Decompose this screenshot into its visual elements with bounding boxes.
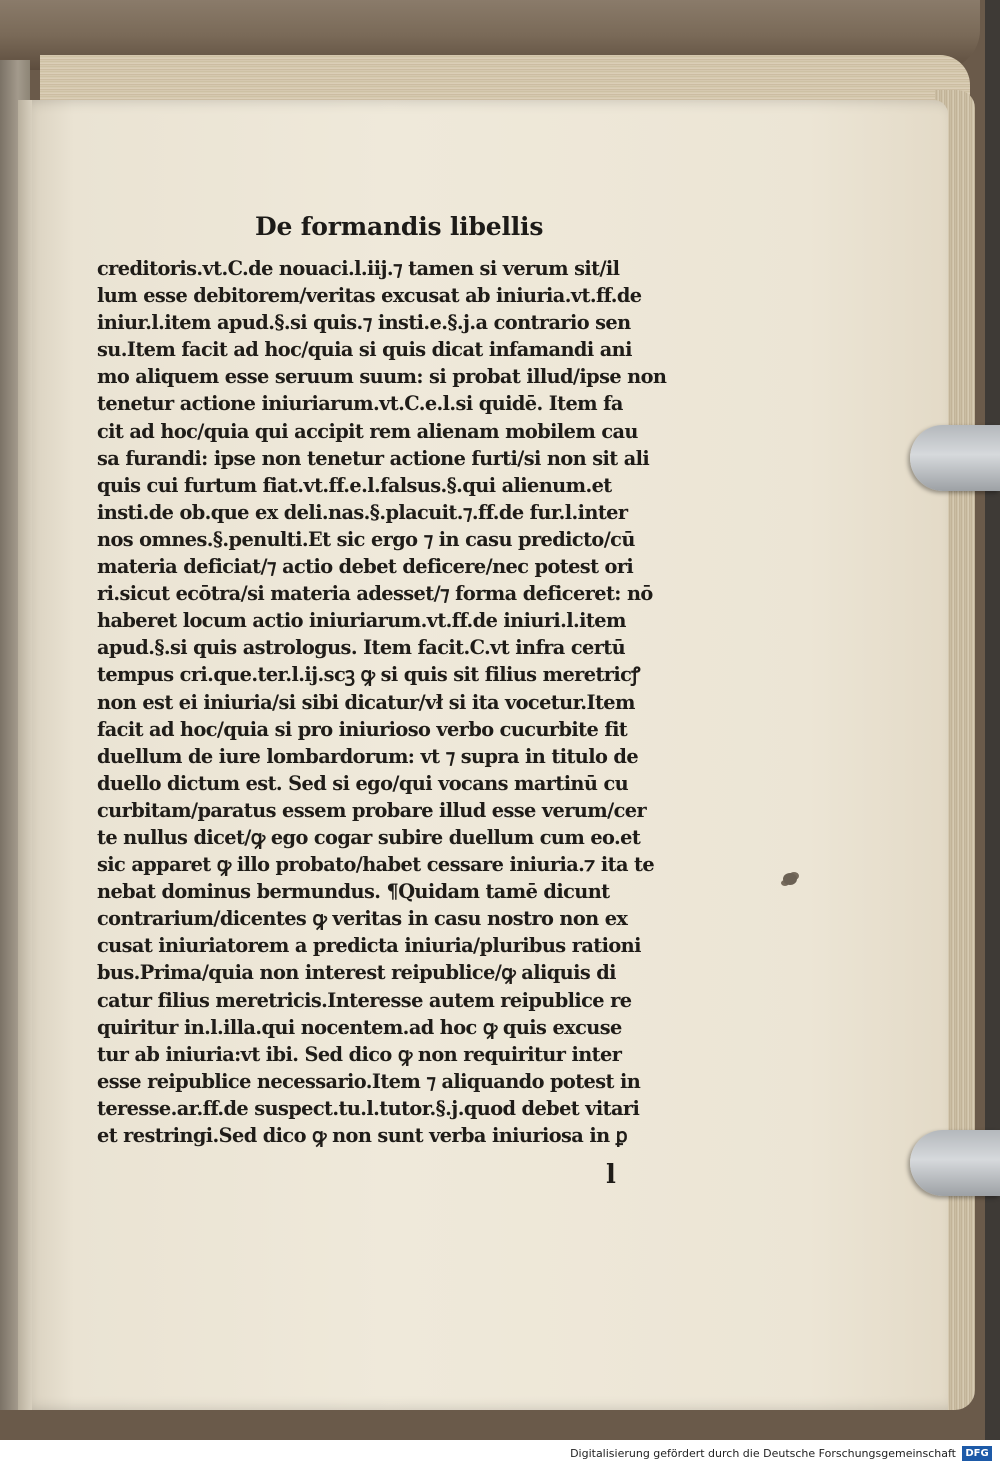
text-line: tempus cri.que.ter.l.ij.scꝫ ꝙ si quis sit filius meretricꝭ xyxy=(97,663,640,687)
book-clip-upper xyxy=(910,425,1000,491)
text-line: quiritur in.l.illa.qui nocentem.ad hoc ꝙ quis excuse xyxy=(97,1015,622,1039)
text-line: contrarium/dicentes ꝙ veritas in casu nostro non ex xyxy=(97,907,628,931)
footer-bar xyxy=(0,1440,1000,1469)
text-line: lum esse debitorem/veritas excusat ab iniuria.vt.ff.de xyxy=(97,284,642,308)
text-line: iniur.l.item apud.§.si quis.⁊ insti.e.§.j.a contrario sen xyxy=(97,311,631,335)
text-line: bus.Prima/quia non interest reipublice/ꝙ aliquis di xyxy=(97,961,616,985)
text-line: catur filius meretricis.Interesse autem reipublice re xyxy=(97,988,632,1012)
signature-mark: l xyxy=(606,1160,616,1190)
text-line: et restringi.Sed dico ꝙ non sunt verba iniuriosa in ꝑ xyxy=(97,1124,627,1147)
text-line: curbitam/paratus essem probare illud esse verum/cer xyxy=(97,798,647,822)
text-line: mo aliquem esse seruum suum: si probat illud/ipse non xyxy=(97,365,667,389)
text-line: nebat dominus bermundus. ¶Quidam tamē dicunt xyxy=(97,880,610,904)
text-line: cusat iniuriatorem a predicta iniuria/pluribus rationi xyxy=(97,934,641,958)
text-line: te nullus dicet/ꝙ ego cogar subire duellum cum eo.et xyxy=(97,825,641,849)
text-line: nos omnes.§.penulti.Et sic ergo ⁊ in casu predicto/cū xyxy=(97,527,635,551)
text-line: non est ei iniuria/si sibi dicatur/vł si ita vocetur.Item xyxy=(97,690,635,714)
page-heading: De formandis libellis xyxy=(255,212,544,241)
dfg-logo: DFG xyxy=(962,1446,992,1461)
text-line: facit ad hoc/quia si pro iniurioso verbo cucurbite fit xyxy=(97,717,628,741)
ink-stain xyxy=(783,873,797,885)
text-line: esse reipublice necessario.Item ⁊ aliquando potest in xyxy=(97,1069,641,1093)
text-line: materia deficiat/⁊ actio debet deficere/nec potest ori xyxy=(97,555,634,579)
text-line: insti.de ob.que ex deli.nas.§.placuit.⁊.ff.de fur.l.inter xyxy=(97,500,628,524)
footer-credit: Digitalisierung gefördert durch die Deutsche Forschungsgemeinschaft xyxy=(570,1447,956,1460)
text-line: tenetur actione iniuriarum.vt.C.e.l.si quidē. Item fa xyxy=(97,392,623,416)
text-block xyxy=(97,255,682,1149)
text-line: duellum de iure lombardorum: vt ⁊ supra in titulo de xyxy=(97,744,639,768)
text-line: duello dictum est. Sed si ego/qui vocans martinū cu xyxy=(97,771,629,795)
page-gutter xyxy=(18,100,32,1410)
text-line: ri.sicut ecōtra/si materia adesset/⁊ forma deficeret: nō xyxy=(97,582,653,606)
text-line: teresse.ar.ff.de suspect.tu.l.tutor.§.j.quod debet vitari xyxy=(97,1096,640,1120)
text-line: sa furandi: ipse non tenetur actione furti/si non sit ali xyxy=(97,446,650,470)
text-line: cit ad hoc/quia qui accipit rem alienam mobilem cau xyxy=(97,419,638,443)
text-line: tur ab iniuria:vt ibi. Sed dico ꝙ non requiritur inter xyxy=(97,1042,622,1066)
text-line: haberet locum actio iniuriarum.vt.ff.de iniuri.l.item xyxy=(97,609,626,633)
text-line: sic apparet ꝙ illo probato/habet cessare iniuria.⁊ ita te xyxy=(97,853,655,877)
text-line: apud.§.si quis astrologus. Item facit.C.vt infra certū xyxy=(97,636,626,660)
text-line: su.Item facit ad hoc/quia si quis dicat infamandi ani xyxy=(97,338,632,362)
text-line: creditoris.vt.C.de nouaci.l.iij.⁊ tamen si verum sit/il xyxy=(97,257,620,280)
book-clip-lower xyxy=(910,1130,1000,1196)
text-line: quis cui furtum fiat.vt.ff.e.l.falsus.§.qui alienum.et xyxy=(97,473,612,497)
